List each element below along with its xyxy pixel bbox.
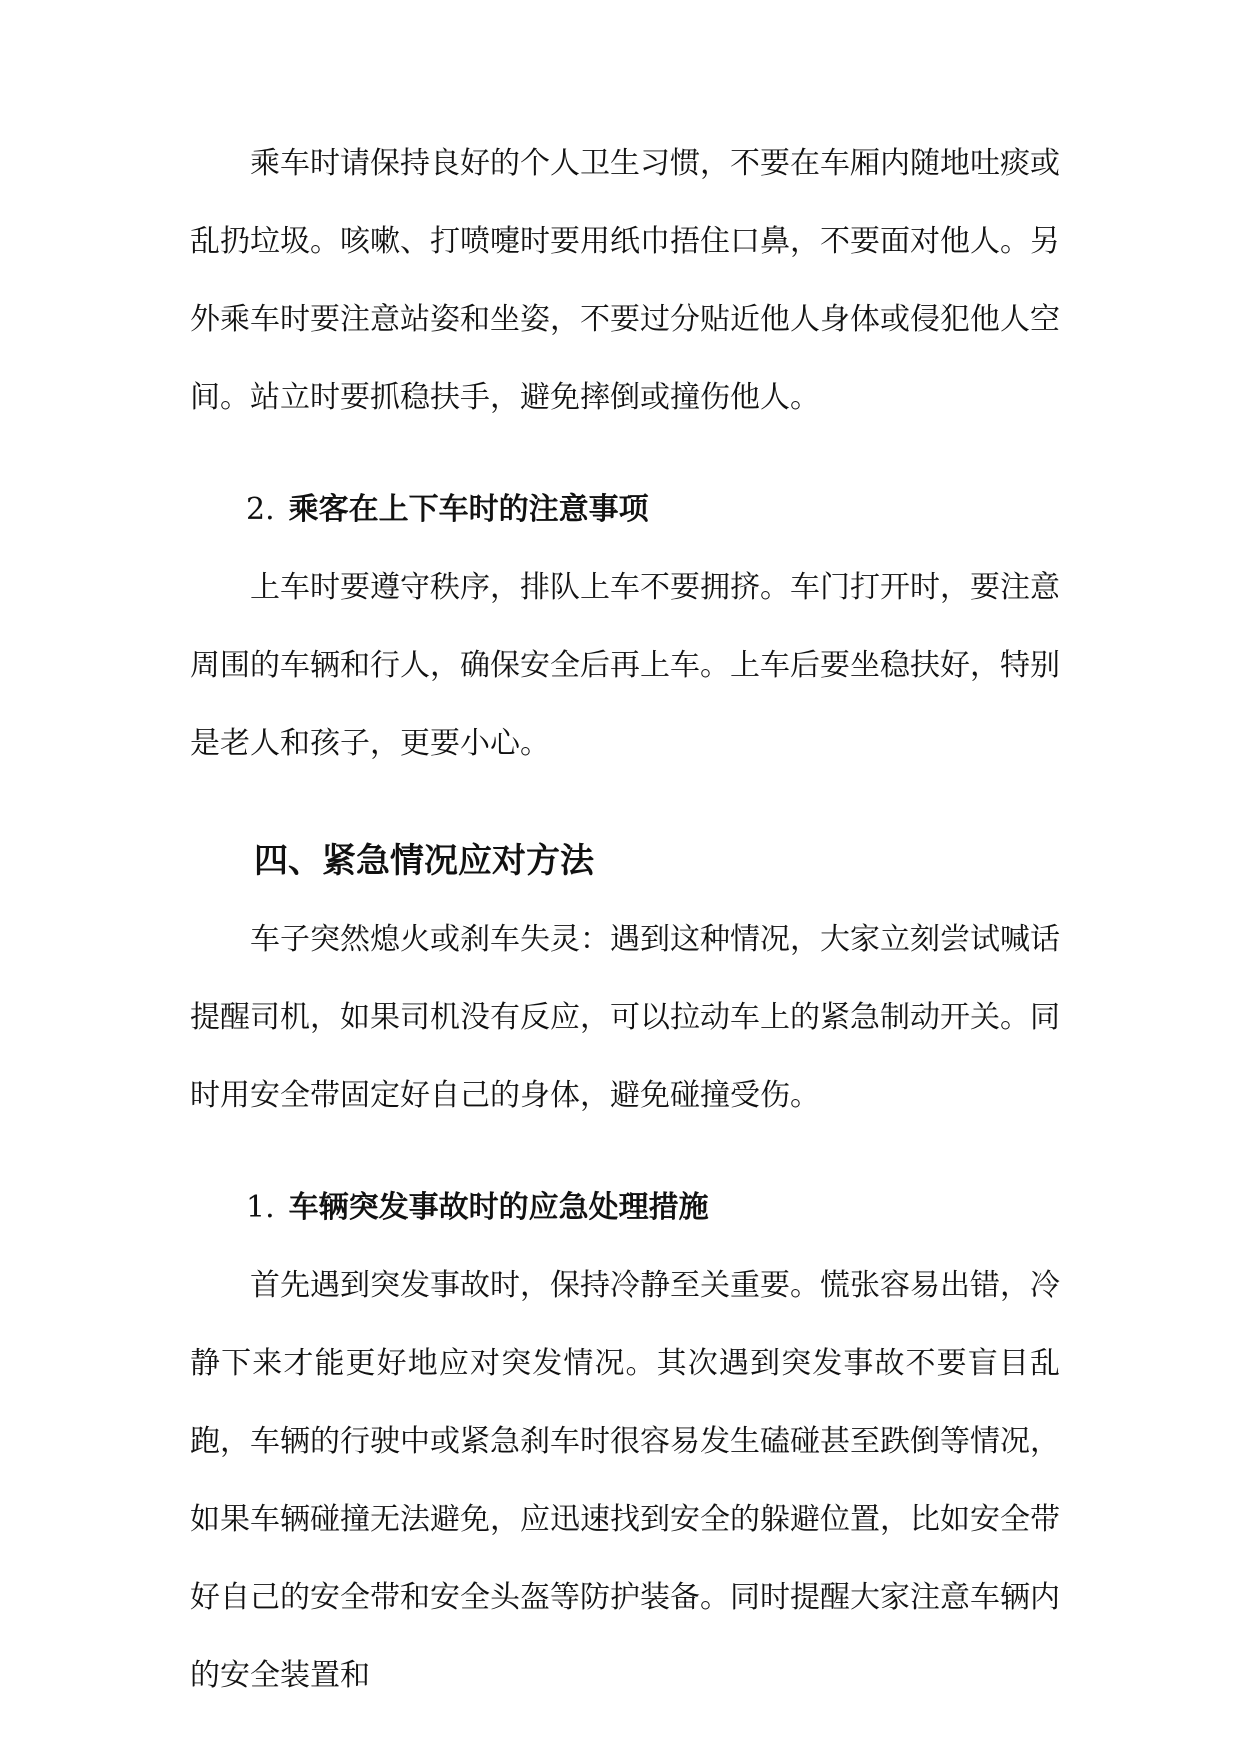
spacer xyxy=(190,437,1060,471)
spacer xyxy=(190,1135,1060,1169)
spacer xyxy=(190,783,1060,821)
paragraph-accident-response: 首先遇到突发事故时，保持冷静至关重要。慌张容易出错，冷静下来才能更好地应对突发情况。其次遇到突发事故不要盲目乱跑，车辆的行驶中或紧急刹车时很容易发生磕碰甚至跌倒等情况，如果车辆碰撞无法避免，应迅速找到安全的躲避位置，比如安全带好自己的安全带和安全头盔等防护装备。同时提醒大家注意车辆内的安全装置和 xyxy=(190,1268,1060,1693)
paragraph-boarding: 上车时要遵守秩序，排队上车不要拥挤。车门打开时，要注意周围的车辆和行人，确保安全后再上车。上车后要坐稳扶好，特别是老人和孩子，更要小心。 xyxy=(190,570,1060,761)
subheading-number: 1. xyxy=(246,1190,275,1225)
section-heading-emergency: 四、紧急情况应对方法 xyxy=(254,841,594,881)
paragraph-stall-brake: 车子突然熄火或刹车失灵：遇到这种情况，大家立刻尝试喊话提醒司机，如果司机没有反应，可以拉动车上的紧急制动开关。同时用安全带固定好自己的身体，避免碰撞受伤。 xyxy=(190,922,1060,1113)
subheading-text: 乘客在上下车时的注意事项 xyxy=(288,492,649,527)
subheading-text: 车辆突发事故时的应急处理措施 xyxy=(288,1190,709,1225)
document-page xyxy=(190,125,1060,1715)
subheading-number: 2. xyxy=(246,492,275,527)
paragraph-hygiene: 乘车时请保持良好的个人卫生习惯，不要在车厢内随地吐痰或乱扔垃圾。咳嗽、打喷嚏时要用纸巾捂住口鼻，不要面对他人。另外乘车时要注意站姿和坐姿，不要过分贴近他人身体或侵犯他人空间。站立时要抓稳扶手，避免摔倒或撞伤他人。 xyxy=(190,146,1060,415)
subheading-accident xyxy=(190,1169,1060,1247)
subheading-boarding xyxy=(190,471,1060,549)
